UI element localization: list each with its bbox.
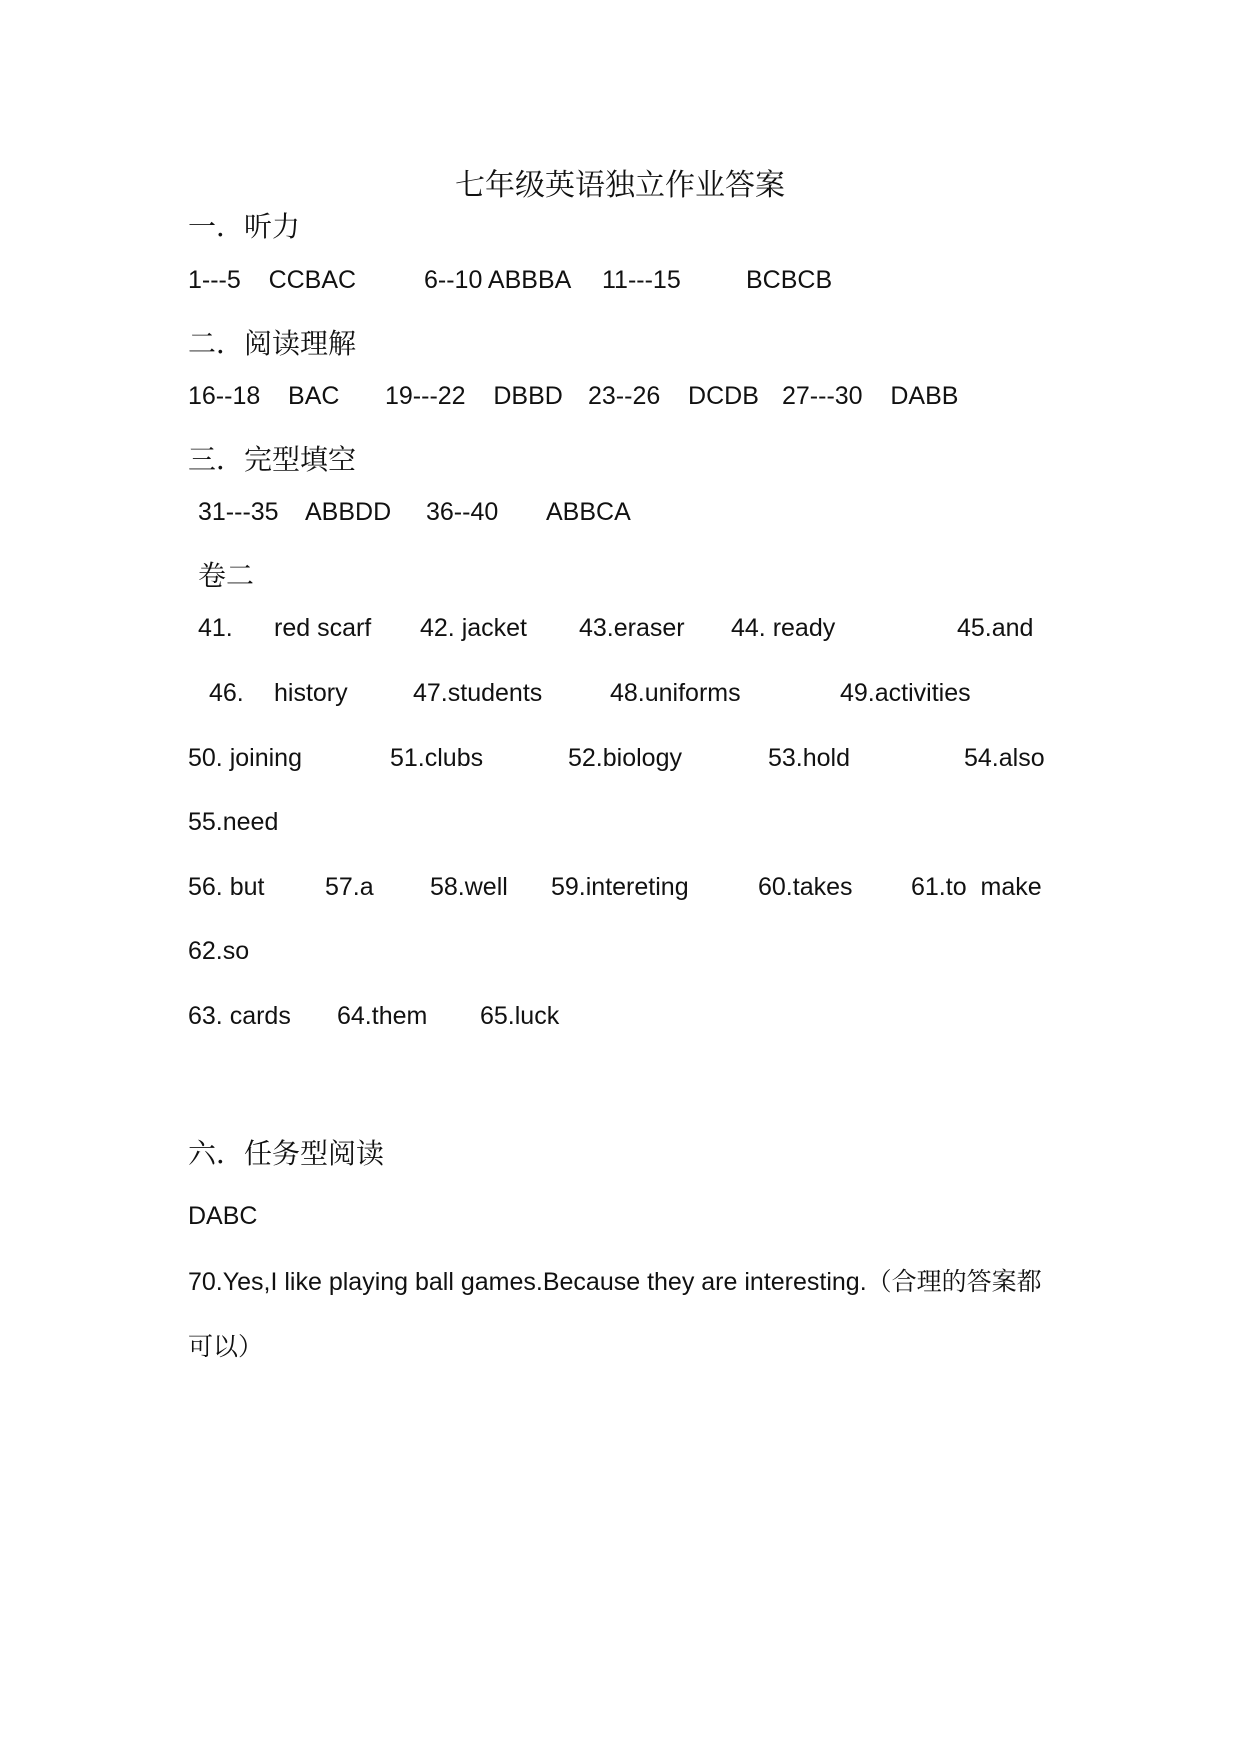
answer-group: 6--10 ABBBA (424, 266, 572, 294)
answer-item: 44. ready (731, 614, 836, 642)
answer-group: 1---5 CCBAC (188, 266, 357, 294)
answer-line-cloze (188, 498, 631, 538)
answer-item: 48.uniforms (610, 679, 741, 707)
answer-item: 54.also (964, 744, 1045, 772)
answer-item: 61.to make (911, 873, 1042, 901)
answer-line-task (188, 1202, 258, 1242)
answer-item: 47.students (413, 679, 543, 707)
answer-item: 57.a (325, 873, 374, 901)
answer-item: 53.hold (768, 744, 851, 772)
answer-item: 62.so (188, 937, 250, 965)
answer-item: 55.need (188, 808, 279, 836)
answer-item: history (274, 679, 348, 707)
answer-item: 52.biology (568, 744, 682, 772)
answer-item: 65.luck (480, 1002, 560, 1030)
answer-item: 45.and (957, 614, 1034, 642)
answer-item: 49.activities (840, 679, 971, 707)
answer-item: red scarf (274, 614, 372, 642)
answer-item: 63. cards (188, 1002, 291, 1030)
answer-item: 43.eraser (579, 614, 685, 642)
answer-item: 41. (198, 614, 233, 642)
answer-group: 11---15 (602, 266, 681, 294)
section-heading-reading: 二．阅读理解 (188, 327, 357, 360)
answer-item: 42. jacket (420, 614, 528, 642)
answer-line-63-65 (188, 1002, 560, 1042)
section-heading-listening: 一．听力 (188, 210, 301, 243)
answer-line-46-49 (188, 679, 971, 719)
answer-group: BCBCB (746, 266, 833, 294)
answer-line-reading (188, 382, 959, 422)
answer-line-55 (188, 808, 279, 848)
page-title: 七年级英语独立作业答案 (455, 168, 785, 203)
answer-line-56-61 (188, 873, 1042, 913)
section-heading-task-reading: 六．任务型阅读 (188, 1137, 385, 1170)
answer-item: 59.intereting (551, 873, 689, 901)
answer-line-50-54 (188, 744, 1045, 784)
answer-group: 27---30 DABB (782, 382, 959, 410)
section-heading-paper2: 卷二 (198, 559, 255, 592)
answer-line-listening (188, 266, 833, 306)
answer-item: DABC (188, 1202, 258, 1230)
answer-item: 56. but (188, 873, 265, 901)
answer-group: 23--26 DCDB (588, 382, 759, 410)
answer-70: 70.Yes,I like playing ball games.Because they are interesting.（合理的答案都可以） (188, 1268, 1042, 1361)
answer-group: 36--40 (426, 498, 499, 526)
answer-group: 31---35 ABBDD (198, 498, 392, 526)
answer-group: 19---22 DBBD (385, 382, 563, 410)
answer-line-62 (188, 937, 250, 977)
answer-item: 60.takes (758, 873, 853, 901)
answer-item: 64.them (337, 1002, 428, 1030)
section-heading-cloze: 三．完型填空 (188, 443, 357, 476)
answer-item: 46. (209, 679, 244, 707)
answer-item: 51.clubs (390, 744, 484, 772)
answer-line-41-45 (188, 614, 1034, 654)
answer-group: ABBCA (546, 498, 631, 526)
answer-item: 58.well (430, 873, 508, 901)
answer-item: 50. joining (188, 744, 302, 772)
answer-group: 16--18 BAC (188, 382, 340, 410)
